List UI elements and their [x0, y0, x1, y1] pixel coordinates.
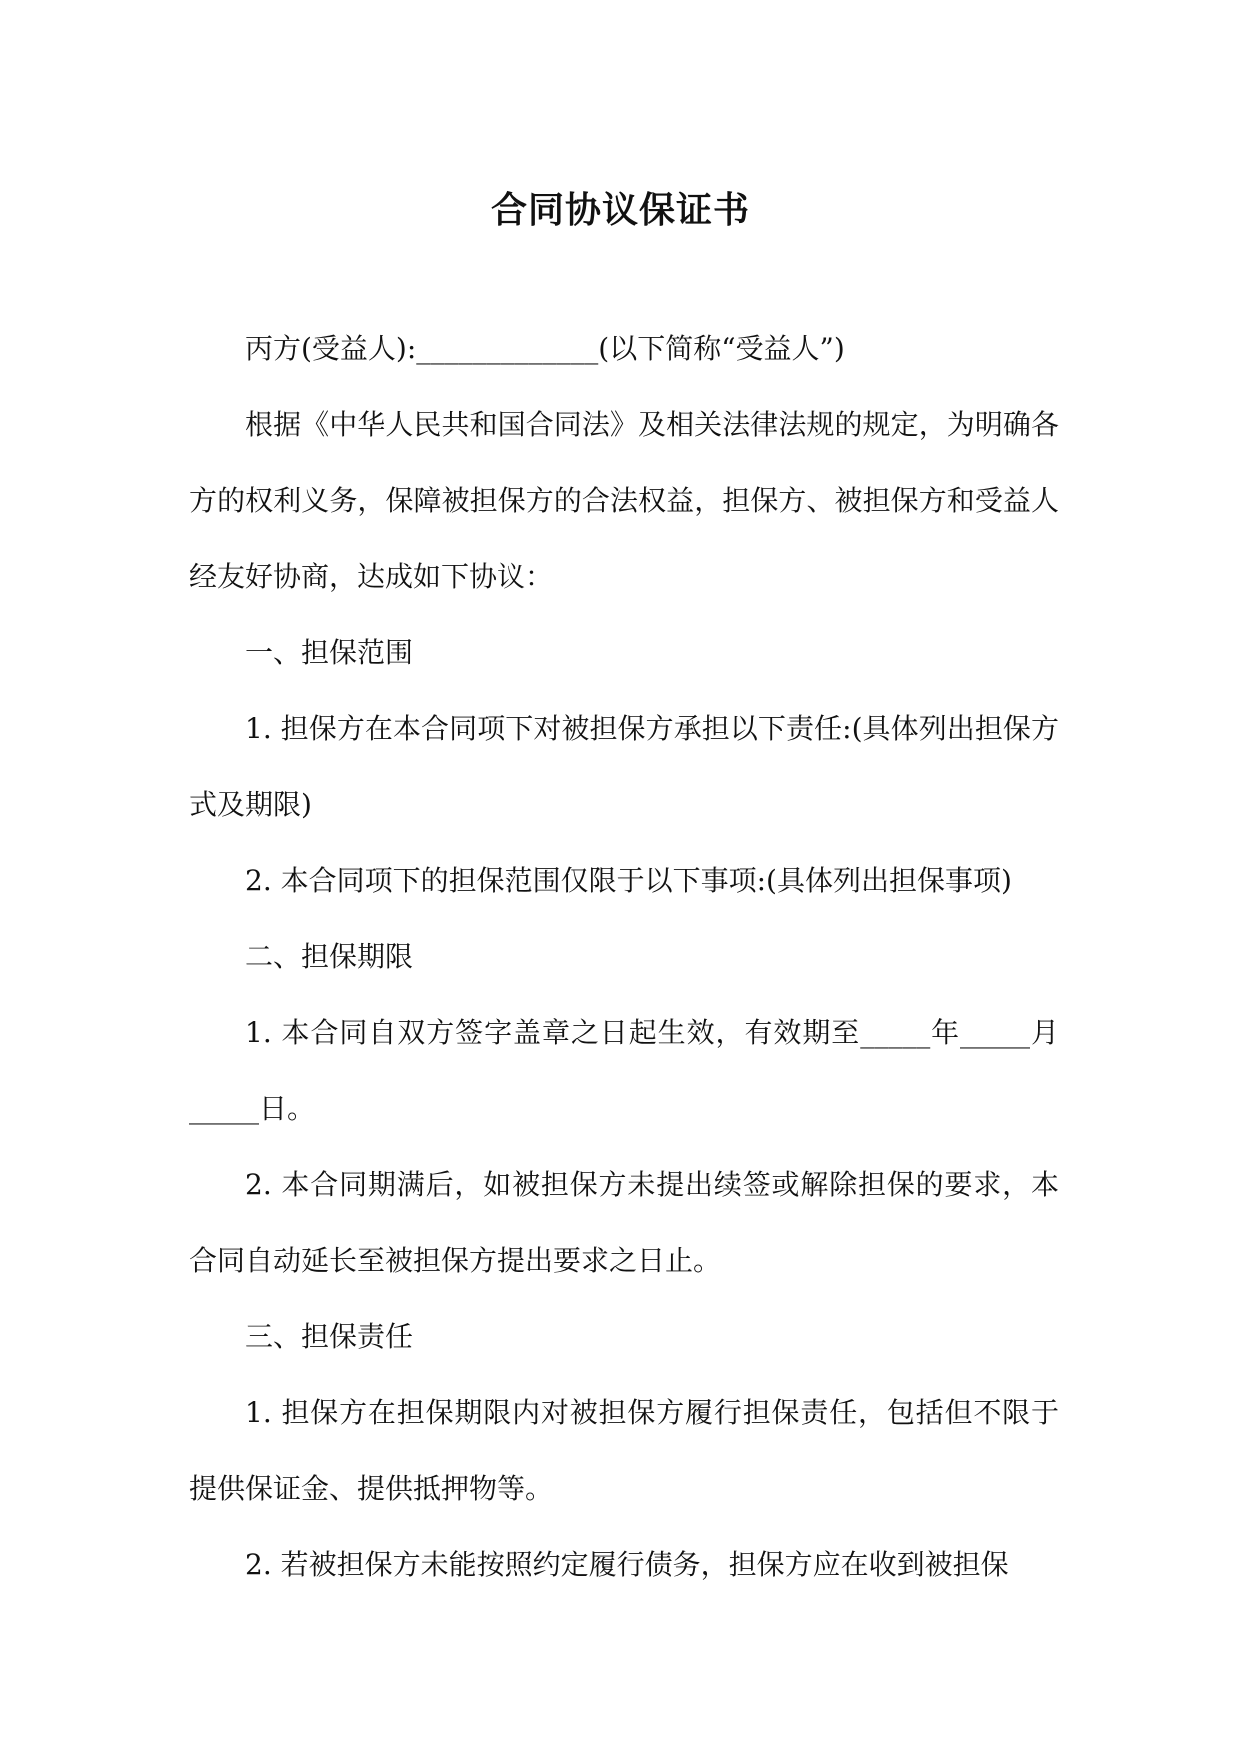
- document-body: [189, 311, 1059, 1603]
- clause-term-1: 1. 本合同自双方签字盖章之日起生效，有效期至_____年_____月_____日。: [189, 1016, 1059, 1125]
- paragraph-preamble: 根据《中华人民共和国合同法》及相关法律法规的规定，为明确各方的权利义务，保障被担保方的合法权益，担保方、被担保方和受益人经友好协商，达成如下协议：: [189, 408, 1059, 593]
- section-heading-term: 二、担保期限: [245, 940, 414, 973]
- document-title: 合同协议保证书: [490, 189, 750, 231]
- section-heading-liability: 三、担保责任: [245, 1320, 414, 1353]
- clause-scope-2: 2. 本合同项下的担保范围仅限于以下事项:(具体列出担保事项): [245, 864, 1012, 897]
- clause-liability-2: 2. 若被担保方未能按照约定履行债务，担保方应在收到被担保: [245, 1548, 1009, 1581]
- clause-liability-1: 1. 担保方在担保期限内对被担保方履行担保责任，包括但不限于提供保证金、提供抵押物等。: [189, 1396, 1059, 1505]
- section-heading-scope: 一、担保范围: [245, 636, 414, 669]
- clause-scope-1: 1. 担保方在本合同项下对被担保方承担以下责任:(具体列出担保方式及期限): [189, 712, 1059, 821]
- clause-term-2: 2. 本合同期满后，如被担保方未提出续签或解除担保的要求，本合同自动延长至被担保方提出要求之日止。: [189, 1168, 1059, 1277]
- paragraph-beneficiary: 丙方(受益人):_____________(以下简称“受益人”): [245, 332, 845, 365]
